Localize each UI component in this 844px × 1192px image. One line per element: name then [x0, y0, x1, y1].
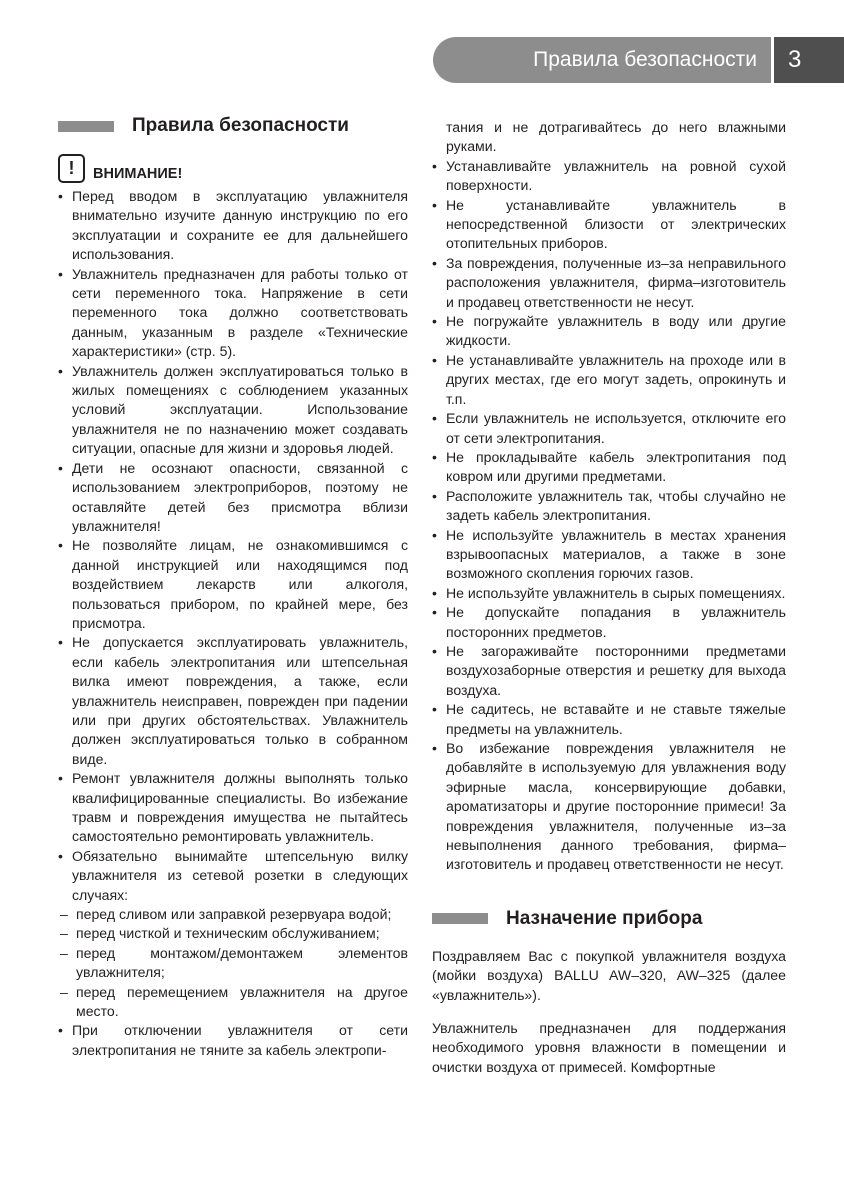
list-item: • Ремонт увлажнителя должны выполнять только квалифицированные специалисты. Во избежание травм и повреждения имущества не пытайтесь самостоятельно ремонтировать увлажнитель.	[58, 769, 408, 847]
section-heading-safety	[58, 114, 408, 138]
heading-bar	[58, 121, 114, 132]
right-column	[432, 118, 786, 1077]
list-item: • Обязательно вынимайте штепсельную вилку увлажнителя из сетевой розетки в следующих случаях:	[58, 847, 408, 905]
list-item: • Не садитесь, не вставайте и не ставьте тяжелые предметы на увлажнитель.	[432, 700, 786, 739]
unplug-cases-list	[58, 905, 408, 1021]
list-item: • Не прокладывайте кабель электропитания под ковром или другими предметами.	[432, 448, 786, 487]
page-header-title: Правила безопасности	[433, 37, 771, 83]
heading-bar	[432, 913, 488, 924]
list-item: • Не допускается эксплуатировать увлажнитель, если кабель электропитания или штепсельная вилка имеют повреждения, а также, если увлажнитель неисправен, поврежден при падении или при других обстоятельствах. Увлажнитель должен эксплуатироваться только в собранном виде.	[58, 633, 408, 769]
list-item: • Устанавливайте увлажнитель на ровной сухой поверхности.	[432, 157, 786, 196]
list-item: • Не допускайте попадания в увлажнитель посторонних предметов.	[432, 603, 786, 642]
warning-icon: !	[58, 154, 85, 183]
list-item: • Не устанавливайте увлажнитель на проходе или в других местах, где его могут задеть, опрокинуть и т.п.	[432, 351, 786, 409]
paragraph: Увлажнитель предназначен для поддержания необходимого уровня влажности в помещении и очистки воздуха от примесей. Комфортные	[432, 1020, 786, 1075]
list-item: • Не устанавливайте увлажнитель в непосредственной близости от электрических отопительных приборов.	[432, 196, 786, 254]
list-item: • Увлажнитель предназначен для работы только от сети переменного тока. Напряжение в сети переменного тока должно соответствовать данным, указанным в разделе «Технические характеристики» (стр. 5).	[58, 265, 408, 362]
sub-list-item: – перед чисткой и техническим обслуживанием;	[58, 924, 408, 943]
warning-label: ВНИМАНИЕ!	[93, 166, 183, 182]
list-item: • Увлажнитель должен эксплуатироваться только в жилых помещениях с соблюдением указанных условий эксплуатации. Использование увлажнителя не по назначению может создавать ситуации, опасные для жизни и здоровья людей.	[58, 362, 408, 459]
list-item-continuation: тания и не дотрагивайтесь до него влажными руками.	[446, 119, 786, 155]
safety-list-left	[58, 187, 408, 905]
section-title: Правила безопасности	[132, 115, 349, 137]
list-item: • Не позволяйте лицам, не ознакомившимся с данной инструкцией или находящимся под воздействием лекарств или алкоголя, пользоваться прибором, по крайней мере, без присмотра.	[58, 536, 408, 633]
list-item: • Если увлажнитель не используется, отключите его от сети электропитания.	[432, 409, 786, 448]
list-item: • Не погружайте увлажнитель в воду или другие жидкости.	[432, 312, 786, 351]
sub-list-item: – перед перемещением увлажнителя на другое место.	[58, 983, 408, 1022]
list-item: • Не используйте увлажнитель в местах хранения взрывоопасных материалов, а также в зоне возможного скопления горючих газов.	[432, 526, 786, 584]
list-item: • Не используйте увлажнитель в сырых помещениях.	[432, 584, 786, 603]
left-column	[58, 114, 408, 1060]
list-item: • За повреждения, полученные из–за неправильного расположения увлажнителя, фирма–изготовитель и продавец ответственности не несут.	[432, 254, 786, 312]
paragraph: Поздравляем Вас с покупкой увлажнителя воздуха (мойки воздуха) BALLU AW–320, AW–325 (далее «увлажнитель»).	[432, 947, 786, 1003]
list-item: • Дети не осознают опасности, связанной с использованием электроприборов, поэтому не оставляйте детей без присмотра вблизи увлажнителя!	[58, 459, 408, 537]
section-title: Назначение прибора	[506, 908, 703, 930]
sub-list-item: – перед сливом или заправкой резервуара водой;	[58, 905, 408, 924]
section-heading-purpose	[432, 907, 786, 931]
safety-list-right	[432, 118, 786, 875]
list-item: • Не загораживайте посторонними предметами воздухозаборные отверстия и решетку для выхода воздуха.	[432, 642, 786, 700]
warning-block	[58, 154, 408, 183]
safety-list-left-tail	[58, 1021, 408, 1060]
list-item: • При отключении увлажнителя от сети электропитания не тяните за кабель электропи-	[58, 1021, 408, 1060]
list-item: • Во избежание повреждения увлажнителя не добавляйте в используемую для увлажнения воду эфирные масла, консервирующие добавки, ароматизаторы и другие посторонние примеси! За повреждения увлажнителя, полученные из–за невыполнения данного требования, фирма–изготовитель и продавец ответственности не несут.	[432, 739, 786, 875]
list-item: • Расположите увлажнитель так, чтобы случайно не задеть кабель электропитания.	[432, 487, 786, 526]
sub-list-item: – перед монтажом/демонтажем элементов увлажнителя;	[58, 944, 408, 983]
page-number: 3	[774, 37, 844, 83]
list-item: • Перед вводом в эксплуатацию увлажнителя внимательно изучите данную инструкцию по его эксплуатации и сохраните ее для дальнейшего использования.	[58, 187, 408, 265]
